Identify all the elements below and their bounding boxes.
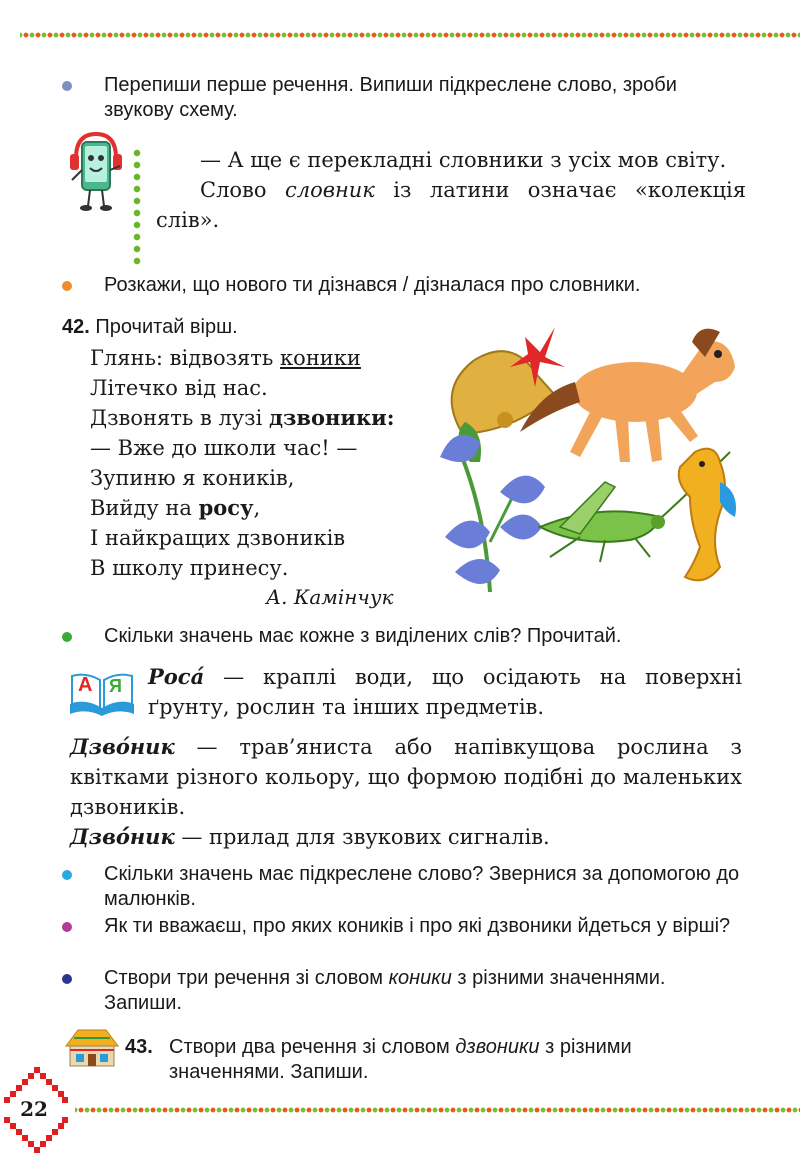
poem <box>90 343 394 583</box>
quote-line-2 <box>156 175 746 235</box>
definition-text: — трав’яниста або напівкущова рослина з квітками різного кольору, що формою подібні до маленьких дзвоників. <box>70 735 742 819</box>
definition-term: Дзво́ник <box>70 734 175 759</box>
question-text-part: Створи три речення зі словом <box>104 967 389 989</box>
exercise-instruction: Прочитай вірш. <box>89 316 238 338</box>
bullet-dot <box>62 922 72 932</box>
question-text: Як ти вважаєш, про яких коників і про які дзвоники йдеться у вірші? <box>104 915 731 937</box>
exercise-42-heading <box>62 315 238 340</box>
question-text: Скільки значень має підкреслене слово? Звернися за допомогою до малюнків. <box>104 863 740 910</box>
exercise-43 <box>125 1035 740 1085</box>
poem-text: Глянь: відвозять <box>90 346 281 370</box>
poem-text: Вийду на <box>90 496 199 520</box>
quote-box <box>130 145 745 265</box>
horse-icon <box>520 329 735 462</box>
task-bullet-tell <box>62 273 742 298</box>
definition-dzvonyk-device <box>70 822 742 852</box>
task-bullet-rewrite <box>62 73 742 123</box>
poem-text: , <box>253 496 261 520</box>
seahorse-icon <box>679 449 736 581</box>
underlined-word: коники <box>280 346 361 370</box>
quote-bar <box>130 147 144 265</box>
exercise-number: 43. <box>125 1036 153 1058</box>
definition-term: Роса́ <box>148 664 205 689</box>
poem-line-5: Зупиню я коників, <box>90 466 295 490</box>
bullet-dot <box>62 974 72 984</box>
bullet-dot <box>62 870 72 880</box>
definition-text: — краплі води, що осідають на поверхні ґрунту, рослин та інших предметів. <box>148 665 742 719</box>
poem-author: А. Камінчук <box>266 585 394 609</box>
page-number: 22 <box>20 1097 48 1121</box>
dictionary-letter-ya: Я <box>109 676 122 696</box>
quote-line-1: — А ще є перекладні словники з усіх мов світу. <box>200 148 727 172</box>
poem-line-1 <box>90 343 394 373</box>
question-text-part: з різними значеннями. Запиши. <box>104 967 666 1014</box>
definition-term: Дзвó́ник <box>70 824 175 849</box>
task-text: Розкажи, що нового ти дізнався / дізналася про словники. <box>104 274 641 296</box>
quote-text-part: із латини означає «колекція слів». <box>156 178 746 232</box>
exercise-number: 42. <box>62 316 90 338</box>
exercise-43-row <box>125 1035 740 1085</box>
question-bullet-1 <box>62 862 742 912</box>
exercise-text-part: з різними значеннями. Запиши. <box>169 1036 632 1083</box>
quote-text-part: Слово <box>200 178 285 202</box>
question-bullet-2 <box>62 914 742 939</box>
question-bullet-3 <box>62 966 742 1016</box>
top-decorative-border <box>20 30 800 40</box>
bell-icon <box>438 327 565 441</box>
dictionary-book-icon <box>66 668 138 718</box>
poem-line-4: — Вже до школи час! — <box>90 436 358 460</box>
bottom-decorative-border <box>75 1105 800 1115</box>
task-text: Скільки значень має кожне з виділених слів? Прочитай. <box>104 625 622 647</box>
poem-line-8: В школу принесу. <box>90 556 289 580</box>
definition-dzvonyk-plant <box>70 732 742 822</box>
poem-line-2: Літечко від нас. <box>90 376 268 400</box>
poem-text: Дзвонять в лузі <box>90 406 270 430</box>
quote-italic-word: словник <box>284 178 375 202</box>
home-task-icon <box>64 1028 120 1070</box>
italic-word: коники <box>388 967 452 989</box>
open-book-icon <box>66 668 138 718</box>
bullet-dot <box>62 632 72 642</box>
dictionary-letter-a: А <box>78 674 93 696</box>
poem-line-7: І найкращих дзвоників <box>90 526 346 550</box>
poem-line-6 <box>90 493 394 523</box>
exercise-text-part: Створи два речення зі словом <box>169 1036 456 1058</box>
definition-text: — прилад для звукових сигналів. <box>174 825 550 849</box>
bluebell-flower-icon <box>440 422 545 592</box>
bullet-dot <box>62 81 72 91</box>
definition-rosa <box>148 662 742 722</box>
task-text: Перепиши перше речення. Випиши підкреслене слово, зроби звукову схему. <box>104 74 677 121</box>
poem-illustration <box>430 312 745 597</box>
task-bullet-meanings <box>62 624 742 649</box>
bullet-dot <box>62 281 72 291</box>
quote-text <box>156 145 746 235</box>
question-text <box>104 966 742 1016</box>
italic-word: дзвоники <box>455 1036 540 1058</box>
bold-word: росу <box>198 495 254 520</box>
poem-line-3 <box>90 403 394 433</box>
phone-character-icon <box>66 130 126 215</box>
exercise-43-text <box>169 1035 740 1085</box>
bold-word: дзвоники: <box>269 405 395 430</box>
